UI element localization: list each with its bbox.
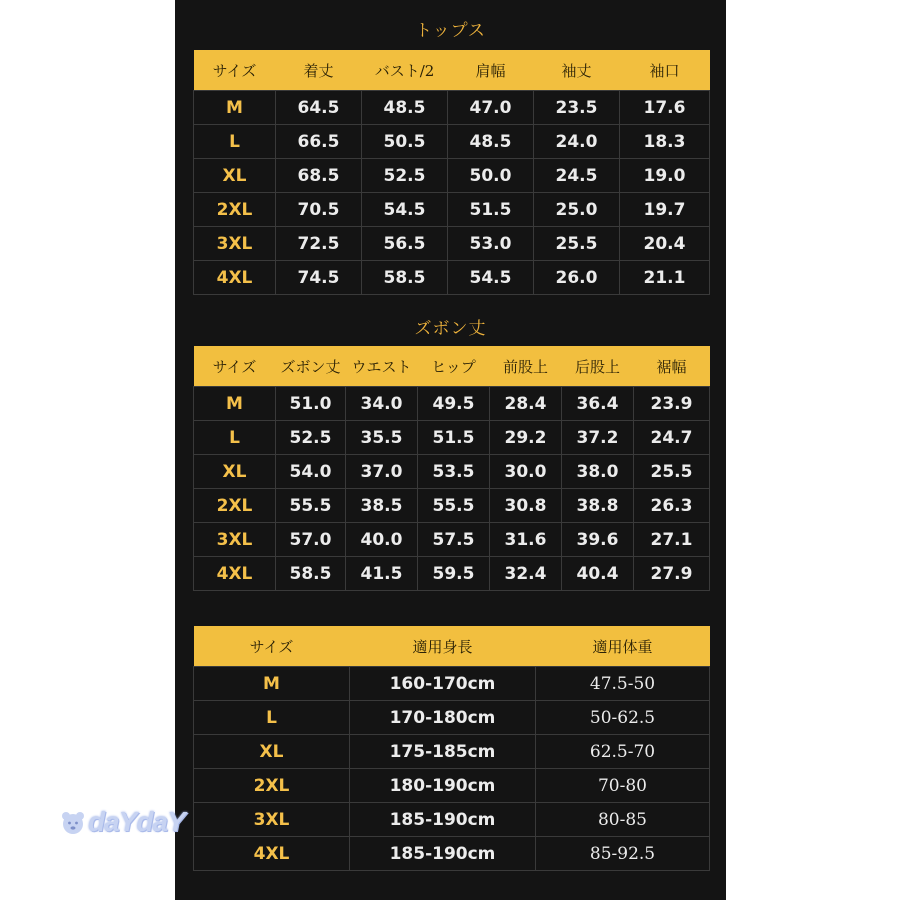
header-cell: バスト/2	[362, 50, 448, 91]
table-row	[194, 159, 710, 193]
value-cell: 58.5	[362, 261, 448, 295]
value-cell: 49.5	[418, 387, 490, 421]
tops-body	[194, 91, 710, 295]
header-cell: 肩幅	[448, 50, 534, 91]
value-cell: 23.9	[634, 387, 710, 421]
table-row	[194, 387, 710, 421]
pants-body	[194, 387, 710, 591]
table-row	[194, 193, 710, 227]
value-cell: 72.5	[276, 227, 362, 261]
value-cell: 55.5	[276, 489, 346, 523]
value-cell: 170-180cm	[350, 701, 536, 735]
value-cell: 30.8	[490, 489, 562, 523]
value-cell: 175-185cm	[350, 735, 536, 769]
value-cell: 54.5	[362, 193, 448, 227]
value-cell: 54.5	[448, 261, 534, 295]
value-cell: 64.5	[276, 91, 362, 125]
size-cell: 4XL	[194, 261, 276, 295]
size-cell: M	[194, 91, 276, 125]
size-chart-panel	[175, 0, 726, 900]
size-cell: 3XL	[194, 803, 350, 837]
size-cell: XL	[194, 735, 350, 769]
header-cell: 着丈	[276, 50, 362, 91]
header-cell: サイズ	[194, 626, 350, 667]
value-cell: 48.5	[362, 91, 448, 125]
table-row	[194, 557, 710, 591]
value-cell: 35.5	[346, 421, 418, 455]
value-cell: 38.0	[562, 455, 634, 489]
value-cell: 66.5	[276, 125, 362, 159]
value-cell: 85-92.5	[536, 837, 710, 871]
value-cell: 24.0	[534, 125, 620, 159]
value-cell: 25.0	[534, 193, 620, 227]
pants-table	[193, 346, 710, 591]
size-cell: XL	[194, 159, 276, 193]
header-cell: 適用身長	[350, 626, 536, 667]
header-cell: ヒップ	[418, 346, 490, 387]
value-cell: 53.0	[448, 227, 534, 261]
table-row	[194, 261, 710, 295]
header-cell: 袖口	[620, 50, 710, 91]
size-cell: 4XL	[194, 557, 276, 591]
value-cell: 39.6	[562, 523, 634, 557]
size-cell: L	[194, 125, 276, 159]
value-cell: 21.1	[620, 261, 710, 295]
value-cell: 38.8	[562, 489, 634, 523]
value-cell: 37.2	[562, 421, 634, 455]
value-cell: 28.4	[490, 387, 562, 421]
table-row	[194, 523, 710, 557]
value-cell: 38.5	[346, 489, 418, 523]
pants-title: ズボン丈	[414, 319, 487, 339]
value-cell: 34.0	[346, 387, 418, 421]
value-cell: 58.5	[276, 557, 346, 591]
fit-table	[193, 626, 710, 871]
value-cell: 47.5-50	[536, 667, 710, 701]
value-cell: 25.5	[534, 227, 620, 261]
header-cell: 裾幅	[634, 346, 710, 387]
table-row	[194, 837, 710, 871]
value-cell: 57.0	[276, 523, 346, 557]
table-row	[194, 227, 710, 261]
value-cell: 20.4	[620, 227, 710, 261]
value-cell: 51.5	[448, 193, 534, 227]
bear-icon	[60, 809, 86, 835]
table-row	[194, 667, 710, 701]
header-cell: サイズ	[194, 346, 276, 387]
size-cell: L	[194, 421, 276, 455]
value-cell: 68.5	[276, 159, 362, 193]
size-cell: 2XL	[194, 193, 276, 227]
value-cell: 19.0	[620, 159, 710, 193]
table-row	[194, 803, 710, 837]
watermark-logo	[60, 806, 185, 838]
tops-header-row	[194, 50, 710, 91]
size-cell: 4XL	[194, 837, 350, 871]
value-cell: 40.0	[346, 523, 418, 557]
value-cell: 59.5	[418, 557, 490, 591]
value-cell: 54.0	[276, 455, 346, 489]
value-cell: 70.5	[276, 193, 362, 227]
size-cell: 2XL	[194, 489, 276, 523]
watermark-text: daYdaY	[88, 806, 185, 837]
value-cell: 25.5	[634, 455, 710, 489]
table-row	[194, 489, 710, 523]
value-cell: 19.7	[620, 193, 710, 227]
value-cell: 80-85	[536, 803, 710, 837]
header-cell: 袖丈	[534, 50, 620, 91]
value-cell: 31.6	[490, 523, 562, 557]
table-row	[194, 421, 710, 455]
value-cell: 55.5	[418, 489, 490, 523]
value-cell: 74.5	[276, 261, 362, 295]
value-cell: 48.5	[448, 125, 534, 159]
value-cell: 185-190cm	[350, 803, 536, 837]
size-cell: M	[194, 667, 350, 701]
table-row	[194, 701, 710, 735]
value-cell: 52.5	[276, 421, 346, 455]
tops-title: トップス	[415, 21, 486, 41]
value-cell: 57.5	[418, 523, 490, 557]
value-cell: 185-190cm	[350, 837, 536, 871]
table-row	[194, 455, 710, 489]
size-cell: 3XL	[194, 523, 276, 557]
pants-header-row	[194, 346, 710, 387]
value-cell: 27.9	[634, 557, 710, 591]
value-cell: 26.3	[634, 489, 710, 523]
value-cell: 27.1	[634, 523, 710, 557]
header-cell: サイズ	[194, 50, 276, 91]
value-cell: 56.5	[362, 227, 448, 261]
value-cell: 180-190cm	[350, 769, 536, 803]
table-row	[194, 735, 710, 769]
value-cell: 41.5	[346, 557, 418, 591]
value-cell: 24.7	[634, 421, 710, 455]
size-cell: M	[194, 387, 276, 421]
header-cell: ズボン丈	[276, 346, 346, 387]
value-cell: 26.0	[534, 261, 620, 295]
header-cell: 后股上	[562, 346, 634, 387]
value-cell: 36.4	[562, 387, 634, 421]
header-cell: 前股上	[490, 346, 562, 387]
table-row	[194, 91, 710, 125]
header-cell: ウエスト	[346, 346, 418, 387]
value-cell: 37.0	[346, 455, 418, 489]
value-cell: 160-170cm	[350, 667, 536, 701]
value-cell: 50-62.5	[536, 701, 710, 735]
tops-table	[193, 50, 710, 295]
table-row	[194, 769, 710, 803]
value-cell: 23.5	[534, 91, 620, 125]
value-cell: 17.6	[620, 91, 710, 125]
value-cell: 50.5	[362, 125, 448, 159]
value-cell: 47.0	[448, 91, 534, 125]
size-cell: 3XL	[194, 227, 276, 261]
value-cell: 51.0	[276, 387, 346, 421]
value-cell: 52.5	[362, 159, 448, 193]
value-cell: 62.5-70	[536, 735, 710, 769]
value-cell: 70-80	[536, 769, 710, 803]
value-cell: 50.0	[448, 159, 534, 193]
value-cell: 32.4	[490, 557, 562, 591]
size-cell: L	[194, 701, 350, 735]
value-cell: 40.4	[562, 557, 634, 591]
value-cell: 53.5	[418, 455, 490, 489]
header-cell: 適用体重	[536, 626, 710, 667]
value-cell: 30.0	[490, 455, 562, 489]
value-cell: 24.5	[534, 159, 620, 193]
table-row	[194, 125, 710, 159]
size-cell: 2XL	[194, 769, 350, 803]
value-cell: 51.5	[418, 421, 490, 455]
fit-body	[194, 667, 710, 871]
value-cell: 29.2	[490, 421, 562, 455]
value-cell: 18.3	[620, 125, 710, 159]
size-cell: XL	[194, 455, 276, 489]
fit-header-row	[194, 626, 710, 667]
